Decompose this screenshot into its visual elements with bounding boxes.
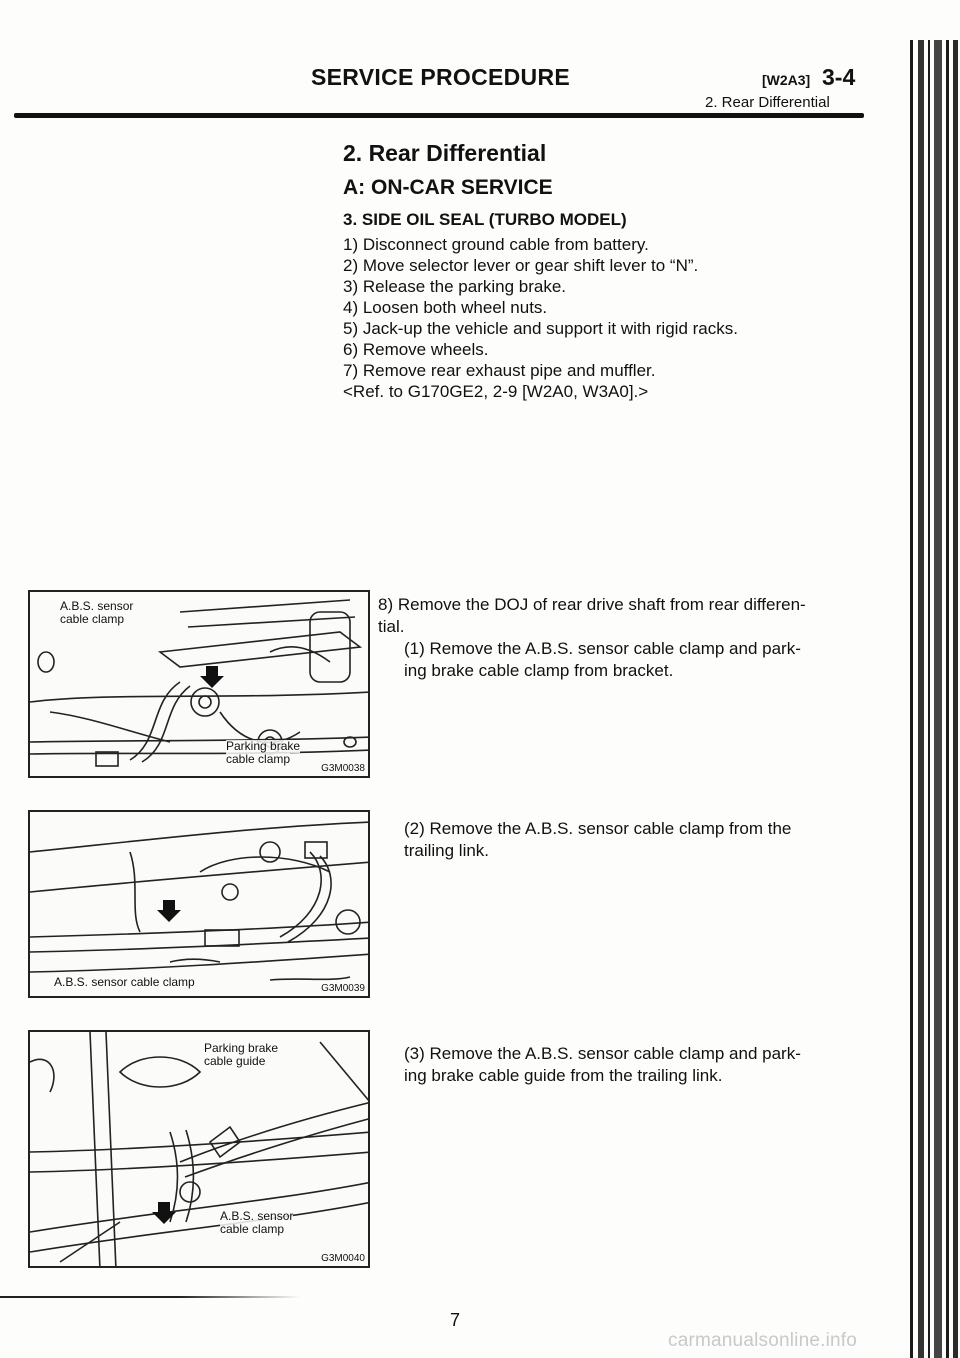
substep-2-text bbox=[378, 818, 860, 862]
label-abs-sensor: A.B.S. sensor bbox=[60, 599, 134, 613]
label-abs-sensor-cable-clamp: A.B.S. sensor cable clamp bbox=[54, 975, 195, 989]
substep-2-line: (2) Remove the A.B.S. sensor cable clamp from the bbox=[404, 819, 792, 838]
section-title: 2. Rear Differential bbox=[343, 140, 547, 166]
header-title: SERVICE PROCEDURE bbox=[311, 64, 571, 90]
step-8-text bbox=[378, 594, 860, 682]
label-cable-clamp: cable clamp bbox=[60, 612, 125, 626]
footer-rule bbox=[0, 1296, 300, 1298]
step-item: 4) Loosen both wheel nuts. bbox=[343, 298, 548, 317]
page-number: 7 bbox=[450, 1310, 461, 1330]
step-item: 2) Move selector lever or gear shift lever to “N”. bbox=[343, 256, 699, 275]
step-reference: <Ref. to G170GE2, 2-9 [W2A0, W3A0].> bbox=[343, 382, 649, 401]
substep-3-line: (3) Remove the A.B.S. sensor cable clamp and park- bbox=[404, 1044, 801, 1063]
figure-id: G3M0040 bbox=[321, 1253, 365, 1264]
label-parking-brake: Parking brake bbox=[226, 739, 301, 753]
watermark: carmanualsonline.info bbox=[668, 1330, 858, 1351]
figure-illustration bbox=[30, 812, 370, 998]
step-item: 6) Remove wheels. bbox=[343, 340, 489, 359]
figure-abs-clamp-trailing-link bbox=[28, 810, 370, 998]
step-item: 5) Jack-up the vehicle and support it with rigid racks. bbox=[343, 319, 738, 338]
figure-id: G3M0039 bbox=[321, 983, 365, 994]
procedure-heading: 3. SIDE OIL SEAL (TURBO MODEL) bbox=[343, 210, 627, 229]
substep-1-line: (1) Remove the A.B.S. sensor cable clamp and park- bbox=[404, 639, 801, 658]
step-item: 7) Remove rear exhaust pipe and muffler. bbox=[343, 361, 656, 380]
step-item: 1) Disconnect ground cable from battery. bbox=[343, 235, 649, 254]
substep-3-text bbox=[378, 1043, 860, 1087]
label-cable-clamp: cable clamp bbox=[220, 1222, 285, 1236]
header-rule bbox=[14, 113, 864, 118]
figure-abs-clamp-brake-guide bbox=[28, 1030, 370, 1268]
label-abs-sensor: A.B.S. sensor bbox=[220, 1209, 294, 1223]
header-subtitle: 2. Rear Differential bbox=[705, 94, 830, 111]
header-code: [W2A3] bbox=[762, 72, 811, 88]
substep-2-line: trailing link. bbox=[404, 841, 490, 860]
step-8-line: 8) Remove the DOJ of rear drive shaft from rear differen- bbox=[378, 595, 806, 614]
section-subtitle: A: ON-CAR SERVICE bbox=[343, 176, 553, 199]
label-cable-clamp: cable clamp bbox=[226, 752, 291, 766]
label-cable-guide: cable guide bbox=[204, 1054, 266, 1068]
scan-binding-edge bbox=[904, 40, 960, 1358]
substep-3-line: ing brake cable guide from the trailing link. bbox=[404, 1066, 723, 1085]
header-page-number: 3-4 bbox=[822, 64, 856, 90]
figure-abs-clamp-bracket bbox=[28, 590, 370, 778]
step-8-line: tial. bbox=[378, 617, 405, 636]
label-parking-brake: Parking brake bbox=[204, 1041, 279, 1055]
figure-id: G3M0038 bbox=[321, 763, 365, 774]
figure-illustration bbox=[30, 1032, 370, 1268]
substep-1-line: ing brake cable clamp from bracket. bbox=[404, 661, 674, 680]
step-list bbox=[343, 234, 863, 402]
step-item: 3) Release the parking brake. bbox=[343, 277, 567, 296]
